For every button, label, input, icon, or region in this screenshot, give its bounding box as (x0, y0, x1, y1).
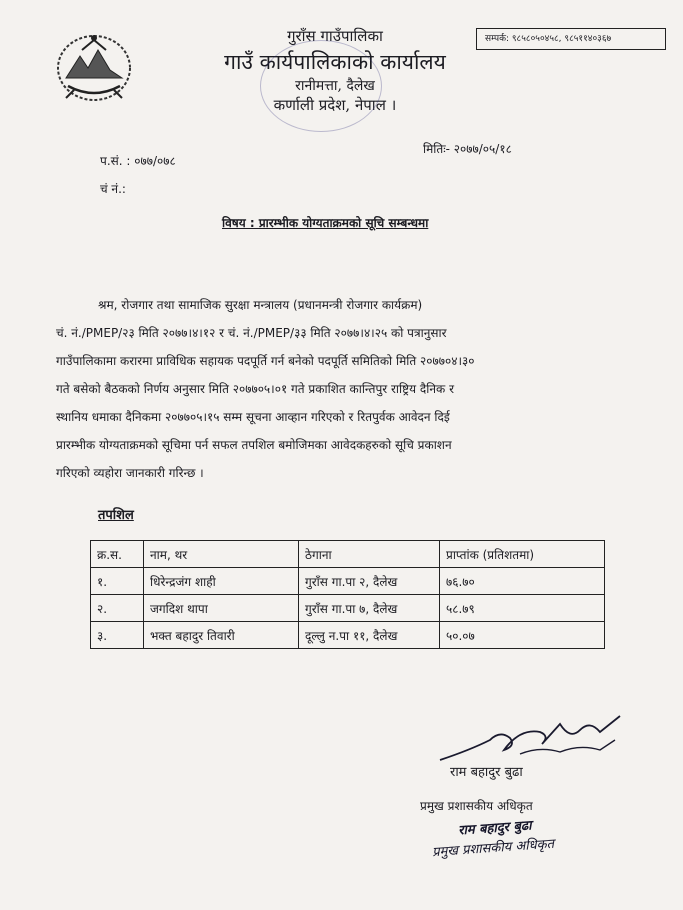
header-office-title: गाउँ कार्यपालिकाको कार्यालय (224, 50, 446, 74)
table-row (91, 568, 605, 595)
col-address: ठेगाना (299, 541, 440, 568)
body-line: प्रारम्भीक योग्यताक्रमको सूचिमा पर्न सफल तपशिल बमोजिमका आवेदकहरुको सूचि प्रकाशन (56, 438, 452, 452)
signatory-name: राम बहादुर बुढा (450, 765, 523, 780)
table-row (91, 595, 605, 622)
cell-address: गुराँस गा.पा २, दैलेख (299, 568, 440, 595)
stamp-name: राम बहादुर बुढा (457, 818, 533, 839)
body-line: श्रम, रोजगार तथा सामाजिक सुरक्षा मन्त्रालय (प्रधानमन्त्री रोजगार कार्यक्रम) (98, 298, 423, 312)
cell-serial: २. (91, 595, 144, 622)
body-line: स्थानिय धमाका दैनिकमा २०७७०५।१५ सम्म सूचना आव्हान गरिएको र रितपुर्वक आवेदन दिई (56, 410, 450, 424)
contact-box (476, 28, 666, 50)
cell-name: जगदिश थापा (144, 595, 299, 622)
table-row (91, 622, 605, 649)
header-line-3: रानीमत्ता, दैलेख (295, 78, 375, 94)
header-line-4: कर्णाली प्रदेश, नेपाल । (273, 96, 397, 114)
cell-address: गुराँस गा.पा ७, दैलेख (299, 595, 440, 622)
cell-score: ५०.०७ (440, 622, 605, 649)
col-score: प्राप्तांक (प्रतिशतमा) (440, 541, 605, 568)
body-line: चं. नं./PMEP/२३ मिति २०७७।४।१२ र चं. नं./PMEP/३३ मिति २०७७।४।२५ को पत्रानुसार (56, 326, 447, 340)
body-line: गते बसेको बैठकको निर्णय अनुसार मिति २०७७०५।०१ गते प्रकाशित कान्तिपुर राष्ट्रिय दैनिक र (56, 382, 454, 396)
signatory-title: प्रमुख प्रशासकीय अधिकृत (420, 799, 533, 813)
col-serial: क्र.स. (91, 541, 144, 568)
reference-number: प.सं. : ०७७/०७८ (100, 154, 176, 168)
header-line-1: गुराँस गाउँपालिका (287, 27, 383, 45)
cell-serial: १. (91, 568, 144, 595)
body-line: गरिएको व्यहोरा जानकारी गरिन्छ । (56, 466, 204, 480)
cell-score: ५८.७९ (440, 595, 605, 622)
tapasil-heading: तपशिल (98, 508, 134, 523)
dispatch-number: चं नं.: (100, 182, 126, 196)
cell-name: धिरेन्द्रजंग शाही (144, 568, 299, 595)
cell-name: भक्त बहादुर तिवारी (144, 622, 299, 649)
letter-date: मितिः- २०७७/०५/१८ (423, 142, 512, 156)
nepal-emblem-icon (52, 28, 136, 106)
candidate-table (90, 540, 605, 649)
letter-subject: विषय : प्रारम्भीक योग्यताक्रमको सूचि सम्बन्धमा (222, 216, 429, 230)
office-seal (260, 40, 382, 132)
handwritten-signature (430, 710, 630, 770)
contact-numbers: सम्पर्क: ९८५८०५०४५८, ९८५११४०३६७ (485, 34, 612, 44)
table-header-row (91, 541, 605, 568)
body-line: गाउँपालिकामा करारमा प्राविधिक सहायक पदपूर्ति गर्न बनेको पदपूर्ति समितिको मिति २०७७०४।३० (56, 354, 475, 368)
cell-score: ७६.७० (440, 568, 605, 595)
cell-address: दूल्लु न.पा ११, दैलेख (299, 622, 440, 649)
cell-serial: ३. (91, 622, 144, 649)
col-name: नाम, थर (144, 541, 299, 568)
stamp-title: प्रमुख प्रशासकीय अधिकृत (431, 836, 555, 861)
